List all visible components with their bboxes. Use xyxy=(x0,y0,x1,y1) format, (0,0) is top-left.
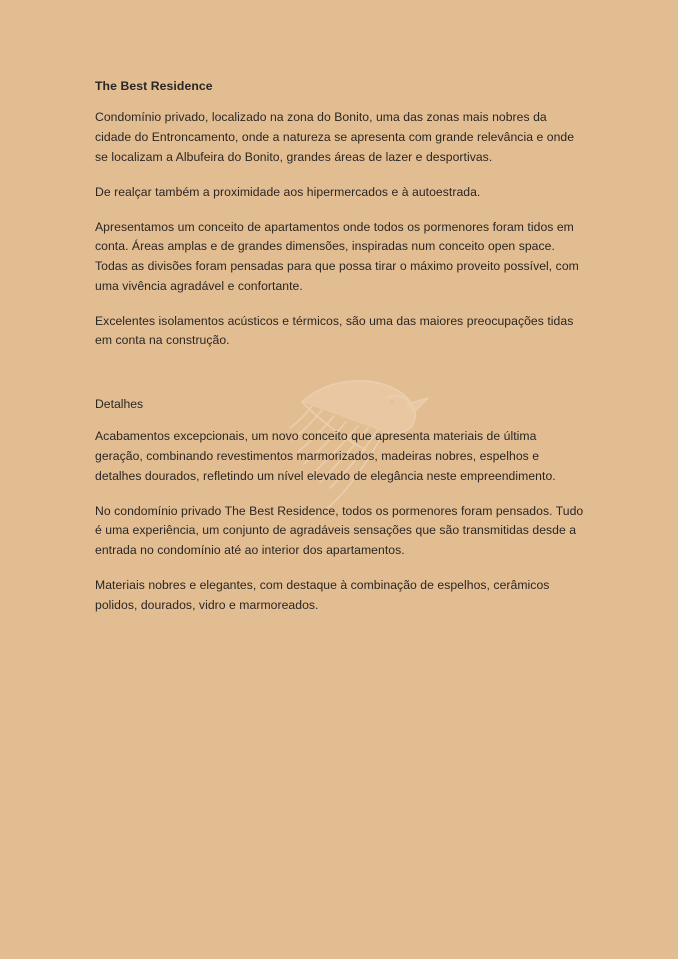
page-title: The Best Residence xyxy=(95,79,213,93)
intro-paragraph-1: Condomínio privado, localizado na zona do Bonito, uma das zonas mais nobres da cidade do Entroncamento, onde a natureza se apresenta com grande relevância e onde se localizam a Albufeira do Bonito, grandes áreas de lazer e desportivas. xyxy=(95,110,575,164)
details-paragraph-1: Acabamentos excepcionais, um novo conceito que apresenta materiais de última geração, combinando revestimentos marmorizados, madeiras nobres, espelhos e detalhes dourados, refletindo um nível elevado de elegância neste empreendimento. xyxy=(95,429,556,483)
section-heading-detalhes: Detalhes xyxy=(95,397,144,412)
intro-paragraph-3: Apresentamos um conceito de apartamentos onde todos os pormenores foram tidos em conta. Áreas amplas e de grandes dimensões, inspiradas num conceito open space. Todas as divisões foram pensadas para que possa tirar o máximo proveito possível, com uma vivência agradável e confortante. xyxy=(95,219,579,293)
intro-paragraph-2: De realçar também a proximidade aos hipermercados e à autoestrada. xyxy=(95,184,481,199)
details-paragraph-2: No condomínio privado The Best Residence, todos os pormenores foram pensados. Tudo é uma experiência, um conjunto de agradáveis sensações que são transmitidas desde a entrada no condomínio até ao interior dos apartamentos. xyxy=(95,503,584,558)
details-paragraph-3: Materiais nobres e elegantes, com destaque à combinação de espelhos, cerâmicos polidos, dourados, vidro e marmoreados. xyxy=(95,578,550,612)
document-body xyxy=(95,78,585,616)
intro-paragraph-4: Excelentes isolamentos acústicos e térmicos, são uma das maiores preocupações tidas em conta na construção. xyxy=(95,313,574,348)
